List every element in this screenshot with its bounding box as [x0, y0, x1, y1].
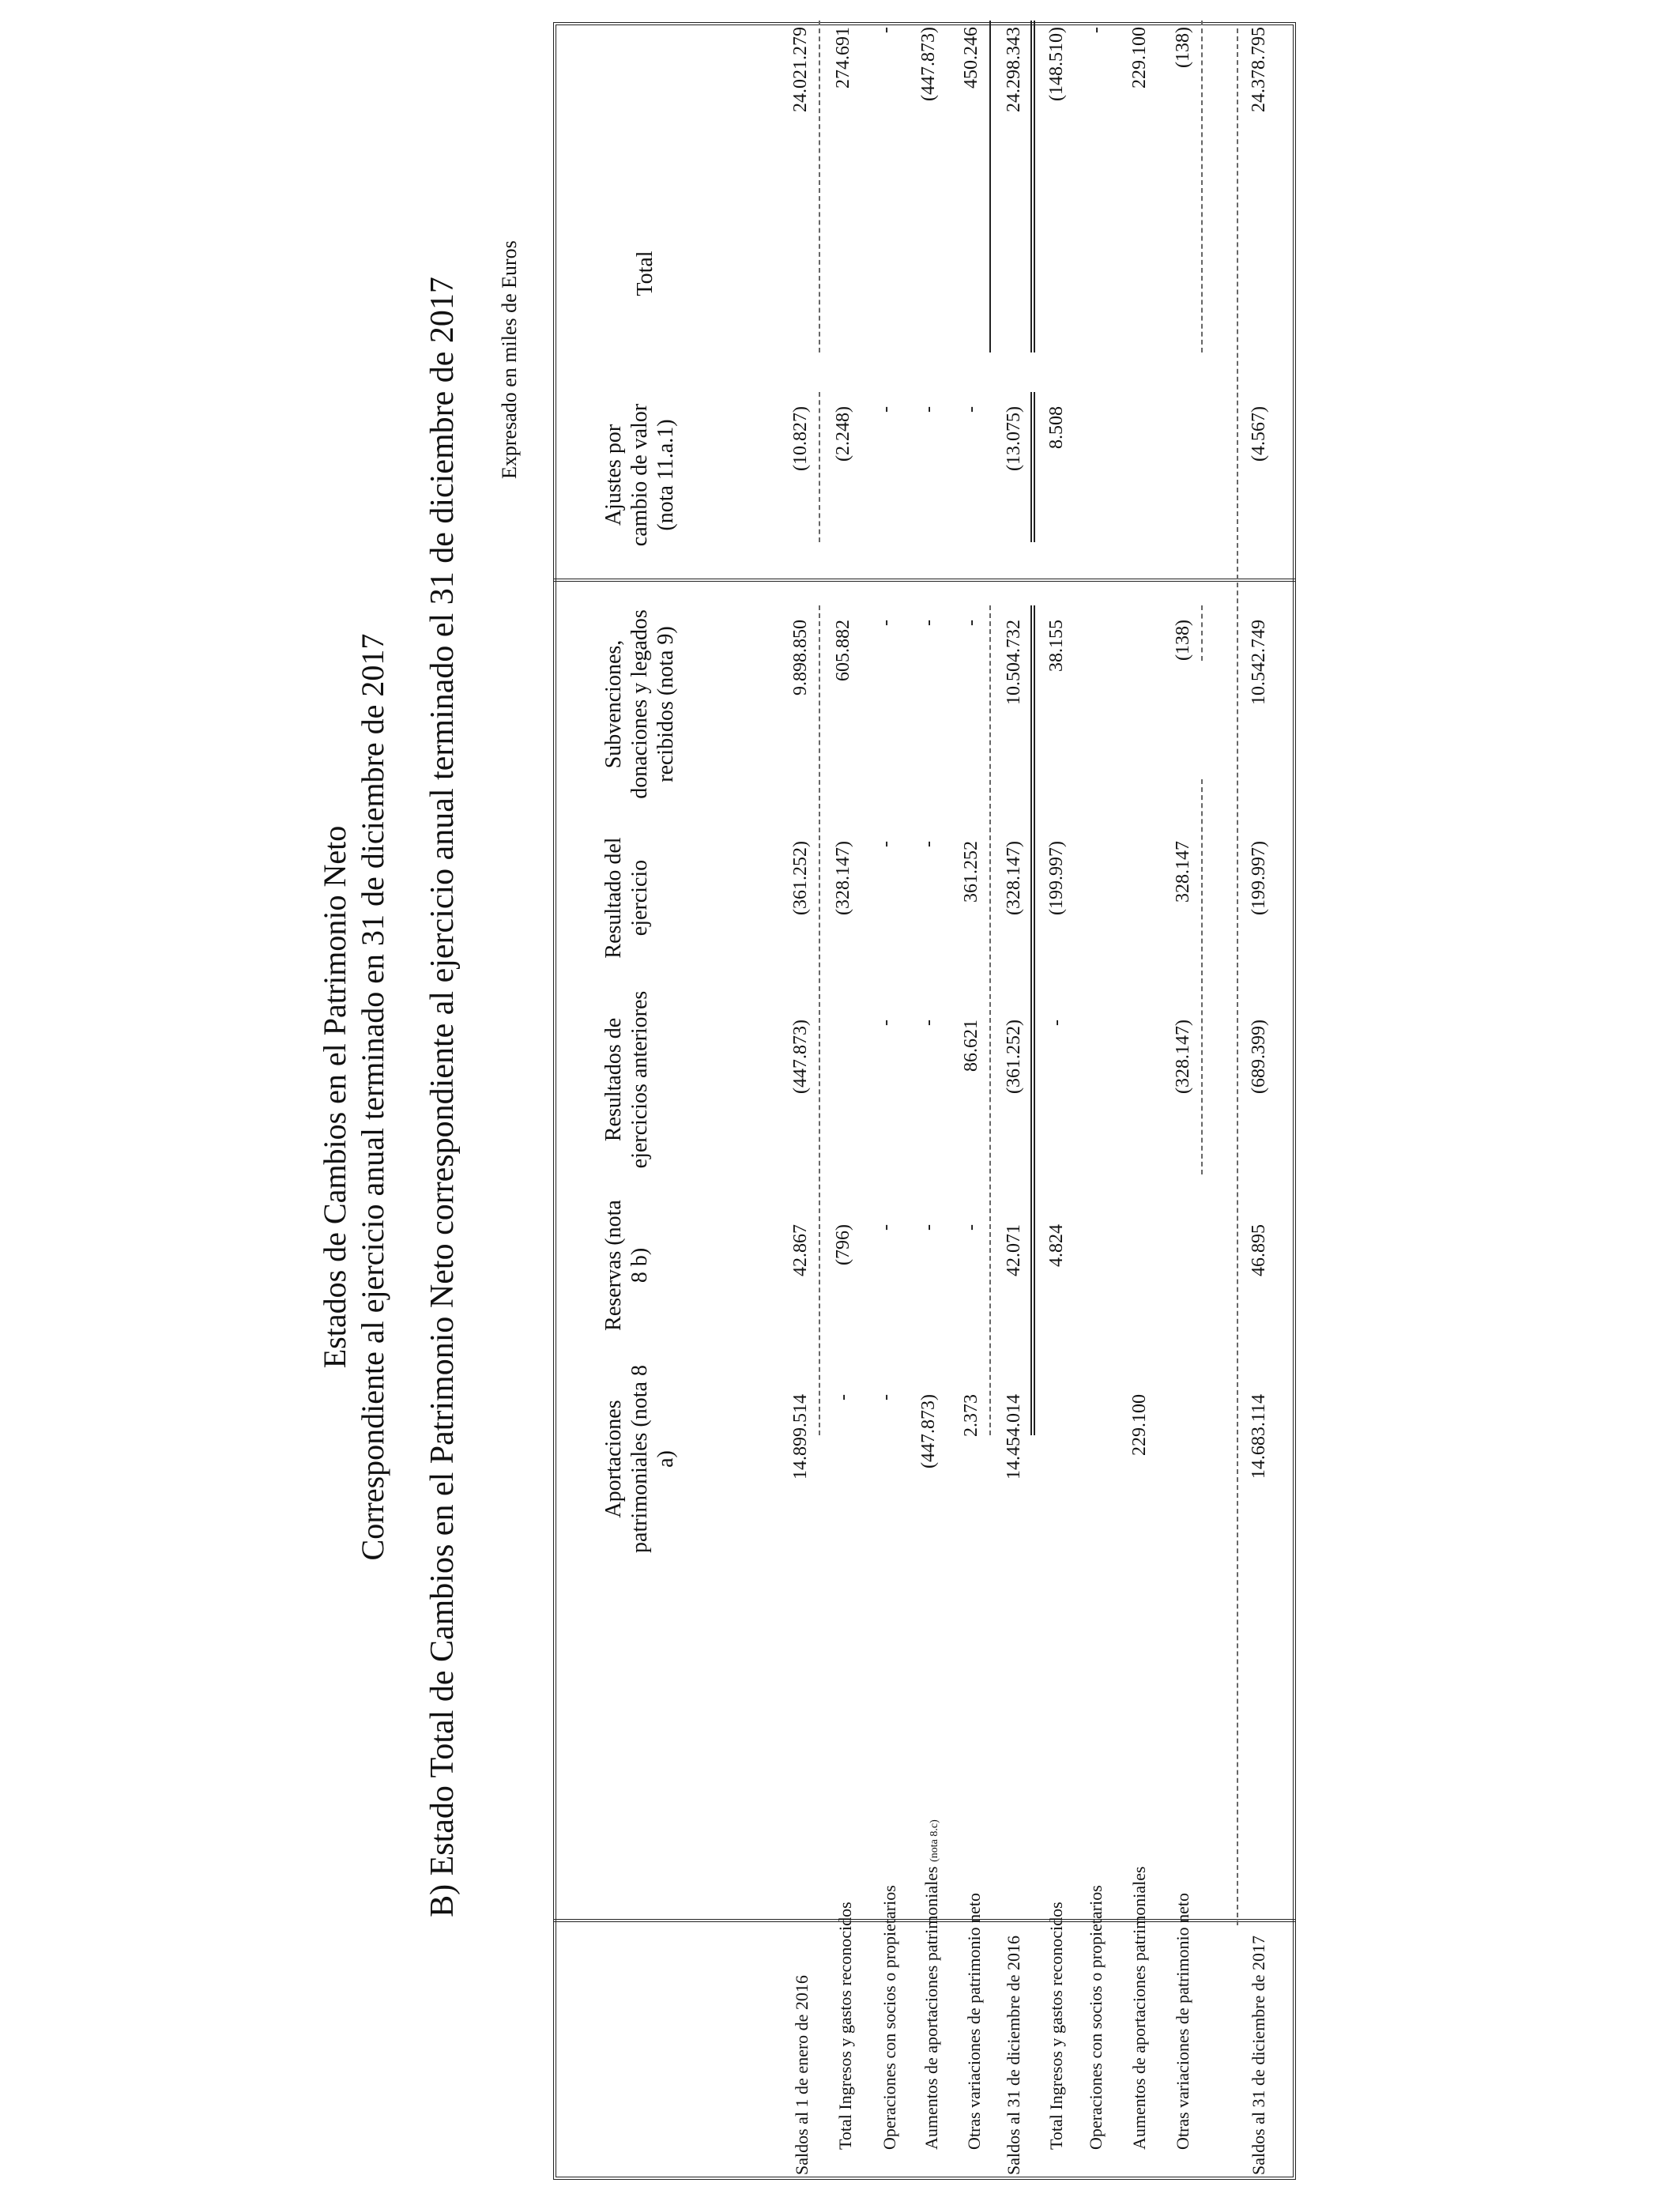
column-header-resultado-ejercicio: Resultado del ejercicio — [601, 837, 652, 959]
double-underline — [1030, 392, 1035, 542]
column-header-subvenciones: Subvenciones, donaciones y legados recibidos (nota 9) — [601, 609, 678, 799]
table-cell: (361.252) — [1004, 1020, 1024, 1094]
column-header-total: Total — [633, 251, 657, 296]
table-cell: (199.997) — [1249, 841, 1269, 915]
row-rule — [1201, 605, 1203, 661]
table-cell: - — [918, 1224, 939, 1231]
column-header-aportaciones: Aportaciones patrimoniales (nota 8 a) — [601, 1365, 678, 1553]
table-cell: (10.827) — [790, 406, 811, 471]
row-label-otras-variaciones: Otras variaciones de patrimonio neto — [1173, 1892, 1192, 2150]
row-label-aumentos-aportaciones — [921, 1819, 942, 2150]
table-cell: (447.873) — [790, 1020, 811, 1094]
table-cell: - — [876, 1394, 896, 1400]
row-label-saldos-2017-cierre: Saldos al 31 de diciembre de 2017 — [1249, 1935, 1268, 2175]
table-cell: 328.147 — [1173, 841, 1193, 903]
statement-title: Estados de Cambios en el Patrimonio Neto — [317, 825, 352, 1369]
table-cell: 24.021.279 — [790, 27, 811, 112]
table-cell: 4.824 — [1046, 1224, 1067, 1267]
row-rule — [819, 605, 820, 1435]
row-label-operaciones-socios: Operaciones con socios o propietarios — [880, 1885, 899, 2150]
table-cell: - — [961, 620, 981, 626]
row-label-saldos-2016-cierre: Saldos al 31 de diciembre de 2016 — [1004, 1935, 1023, 2175]
table-cell: 605.882 — [833, 620, 853, 681]
table-cell: 14.454.014 — [1004, 1394, 1024, 1480]
row-rule — [819, 392, 820, 542]
double-underline — [1030, 605, 1035, 1435]
row-label-operaciones-socios: Operaciones con socios o propietarios — [1086, 1885, 1106, 2150]
table-cell: 14.899.514 — [790, 1394, 811, 1480]
table-cell: (199.997) — [1046, 841, 1067, 915]
total-rule — [1237, 28, 1238, 1925]
table-cell: - — [876, 1020, 896, 1026]
table-cell: (138) — [1173, 620, 1193, 661]
table-cell: - — [876, 27, 896, 33]
row-label-text: Aumentos de aportaciones patrimoniales — [921, 1866, 941, 2150]
table-cell: 42.867 — [790, 1224, 811, 1276]
row-label-note: (nota 8.c) — [929, 1819, 940, 1862]
table-cell: - — [1046, 1020, 1067, 1026]
table-cell: (328.147) — [1004, 841, 1024, 915]
row-label-otras-variaciones: Otras variaciones de patrimonio neto — [964, 1892, 984, 2150]
double-underline — [1030, 21, 1035, 352]
table-cell: 361.252 — [961, 841, 981, 903]
section-title: B) Estado Total de Cambios en el Patrimonio Neto correspondiente al ejercicio anual terminado el 31 de diciembre de 2017 — [424, 277, 461, 1917]
row-label-aumentos-aportaciones: Aumentos de aportaciones patrimoniales — [1129, 1866, 1149, 2150]
table-cell: (13.075) — [1004, 406, 1024, 471]
table-cell: - — [961, 406, 981, 413]
table-cell: - — [1086, 27, 1106, 33]
table-cell: (328.147) — [1173, 1020, 1193, 1094]
total-column-rule — [553, 579, 1296, 582]
statement-period: Correspondiente al ejercicio anual terminado en 31 de diciembre de 2017 — [355, 633, 390, 1561]
units-note: Expresado en miles de Euros — [498, 240, 521, 479]
column-header-resultados-anteriores: Resultados de ejercicios anteriores — [601, 990, 652, 1169]
table-cell: (148.510) — [1046, 27, 1067, 101]
row-rule — [989, 605, 991, 1435]
table-cell: (4.567) — [1249, 406, 1269, 462]
table-cell: 229.100 — [1129, 27, 1150, 89]
table-cell: - — [918, 841, 939, 847]
table-cell: (328.147) — [833, 841, 853, 915]
table-cell: 24.298.343 — [1004, 27, 1024, 112]
table-cell: 9.898.850 — [790, 620, 811, 696]
table-cell: 46.895 — [1249, 1224, 1269, 1276]
table-cell: - — [918, 406, 939, 413]
table-cell: - — [876, 1224, 896, 1231]
table-cell: 8.508 — [1046, 406, 1067, 449]
table-cell: - — [918, 620, 939, 626]
table-cell: (447.873) — [918, 1394, 939, 1468]
table-cell: (361.252) — [790, 841, 811, 915]
row-label-ingresos-gastos: Total Ingresos y gastos reconocidos — [835, 1902, 855, 2150]
table-cell: (447.873) — [918, 27, 939, 101]
table-cell: - — [876, 841, 896, 847]
table-cell: (796) — [833, 1224, 853, 1265]
row-rule — [989, 21, 991, 352]
row-label-saldos-2016-inicio: Saldos al 1 de enero de 2016 — [792, 1975, 812, 2175]
table-cell: - — [833, 1394, 853, 1400]
column-header-ajustes: Ajustes por cambio de valor (nota 11.a.1) — [601, 403, 678, 547]
table-cell: 42.071 — [1004, 1224, 1024, 1276]
table-cell: 14.683.114 — [1249, 1394, 1269, 1480]
table-cell: 450.246 — [961, 27, 981, 89]
table-cell: - — [961, 1224, 981, 1231]
table-cell: (138) — [1173, 27, 1193, 68]
table-cell: 86.621 — [961, 1020, 981, 1072]
table-cell: 24.378.795 — [1249, 27, 1269, 112]
table-cell: 10.504.732 — [1004, 620, 1024, 705]
table-cell: 10.542.749 — [1249, 620, 1269, 705]
column-header-reservas: Reservas (nota 8 b) — [601, 1200, 652, 1331]
table-cell: 2.373 — [961, 1394, 981, 1437]
table-cell: - — [918, 1020, 939, 1026]
table-cell: 38.155 — [1046, 620, 1067, 672]
row-rule — [1201, 21, 1203, 352]
row-rule — [1201, 779, 1203, 1174]
row-label-ingresos-gastos: Total Ingresos y gastos reconocidos — [1046, 1902, 1066, 2150]
table-cell: - — [876, 406, 896, 413]
row-rule — [819, 21, 820, 352]
table-cell: (2.248) — [833, 406, 853, 462]
table-cell: (689.399) — [1249, 1020, 1269, 1094]
table-cell: 274.691 — [833, 27, 853, 89]
table-cell: - — [876, 620, 896, 626]
table-cell: 229.100 — [1129, 1394, 1150, 1456]
